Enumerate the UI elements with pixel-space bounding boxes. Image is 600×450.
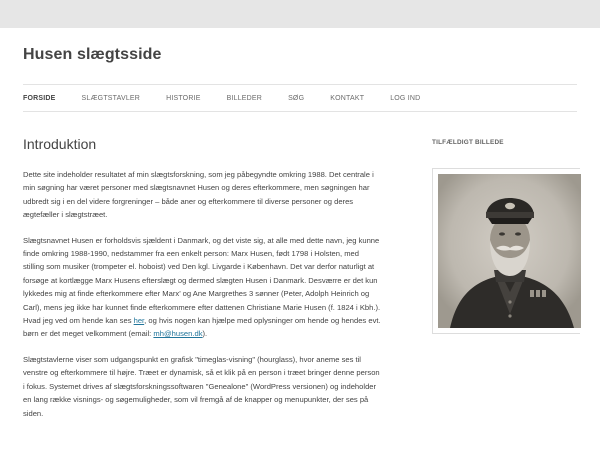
nav-item-slaegtstavler[interactable]: SLÆGTSTAVLER — [81, 94, 141, 102]
history-text-middle: , og hvis nogen kan hjælpe med oplysninger om hende og hendes evt. børn er det meget velkomment (email: — [23, 316, 381, 339]
intro-paragraph: Dette site indeholder resultatet af min slægtsforskning, som jeg påbegyndte omkring 1988. Det centrale i min søgning har været personer med slægtsnavnet Husen og deres efterkommere, men søgningen har udbredt sig i en del videre forgreninger – både aner og efterkommere til diverse personer og deres ægtefæller i slægtstræet. — [23, 170, 374, 220]
history-text-end: ). — [202, 329, 208, 339]
site-title[interactable]: Husen slægtsside — [23, 46, 162, 63]
widget-title-random-image: TILFÆLDIGT BILLEDE — [432, 139, 504, 146]
portrait-illustration — [438, 174, 581, 328]
history-text: Slægtsnavnet Husen er forholdsvis sjældent i Danmark, og det viste sig, at alle med dette navn, jeg kunne finde omkring 1988-1990, nedstammer fra een enkelt person: Marx Husen, født 1798 i Holsten, med stilling som musiker (trompeter el. hoboist) ved Den kgl. Livgarde i København. Det var derfor naturligt at forsøge at kortlægge Marx Husens efterslægt og dermed slægten Husen i Danmark. Desværre er det kun lykkedes mig at finde efterkommere efter Marx’ og Ane Margrethes 3 sønner (Peter, Adolph Heinrich og Carl), mens jeg ikke har kunnet finde efterkommere efter dattenen Christiane Marie Husen (f. 1824 i Kbh.). Hvad jeg ved om hende kan ses — [23, 235, 381, 326]
page-title: Introduktion — [23, 136, 97, 152]
history-paragraph — [23, 234, 381, 341]
main-content — [23, 136, 381, 432]
nav-item-log-ind[interactable]: LOG IND — [390, 94, 421, 102]
her-link[interactable]: her — [133, 316, 145, 326]
random-image-frame[interactable] — [432, 168, 580, 334]
random-portrait-photo[interactable] — [438, 174, 581, 328]
page — [0, 28, 600, 450]
nav-item-forside[interactable]: FORSIDE — [23, 94, 56, 102]
main-navigation — [23, 85, 446, 111]
nav-item-soeg[interactable]: SØG — [288, 94, 305, 102]
nav-item-billeder[interactable]: BILLEDER — [226, 94, 263, 102]
nav-item-historie[interactable]: HISTORIE — [166, 94, 201, 102]
trees-paragraph: Slægtstavlerne viser som udgangspunkt en grafisk "timeglas-visning" (hourglass), hvor aneme ses til venstre og efterkommere til højre. Træet er dynamisk, så et klik på en person i træet bringer denne person i fokus. Systemet drives af slægtsforskningssoftwaren "Genealone" (WordPress versionen) og indeholder en lang række visnings- og søgemuligheder, som vil fremgå af de knapper og menupunkter, der ses på siden. — [23, 354, 380, 418]
nav-divider-bottom — [23, 111, 577, 112]
nav-item-kontakt[interactable]: KONTAKT — [330, 94, 365, 102]
sidebar — [432, 139, 580, 334]
email-link[interactable]: mh@husen.dk — [153, 329, 203, 339]
